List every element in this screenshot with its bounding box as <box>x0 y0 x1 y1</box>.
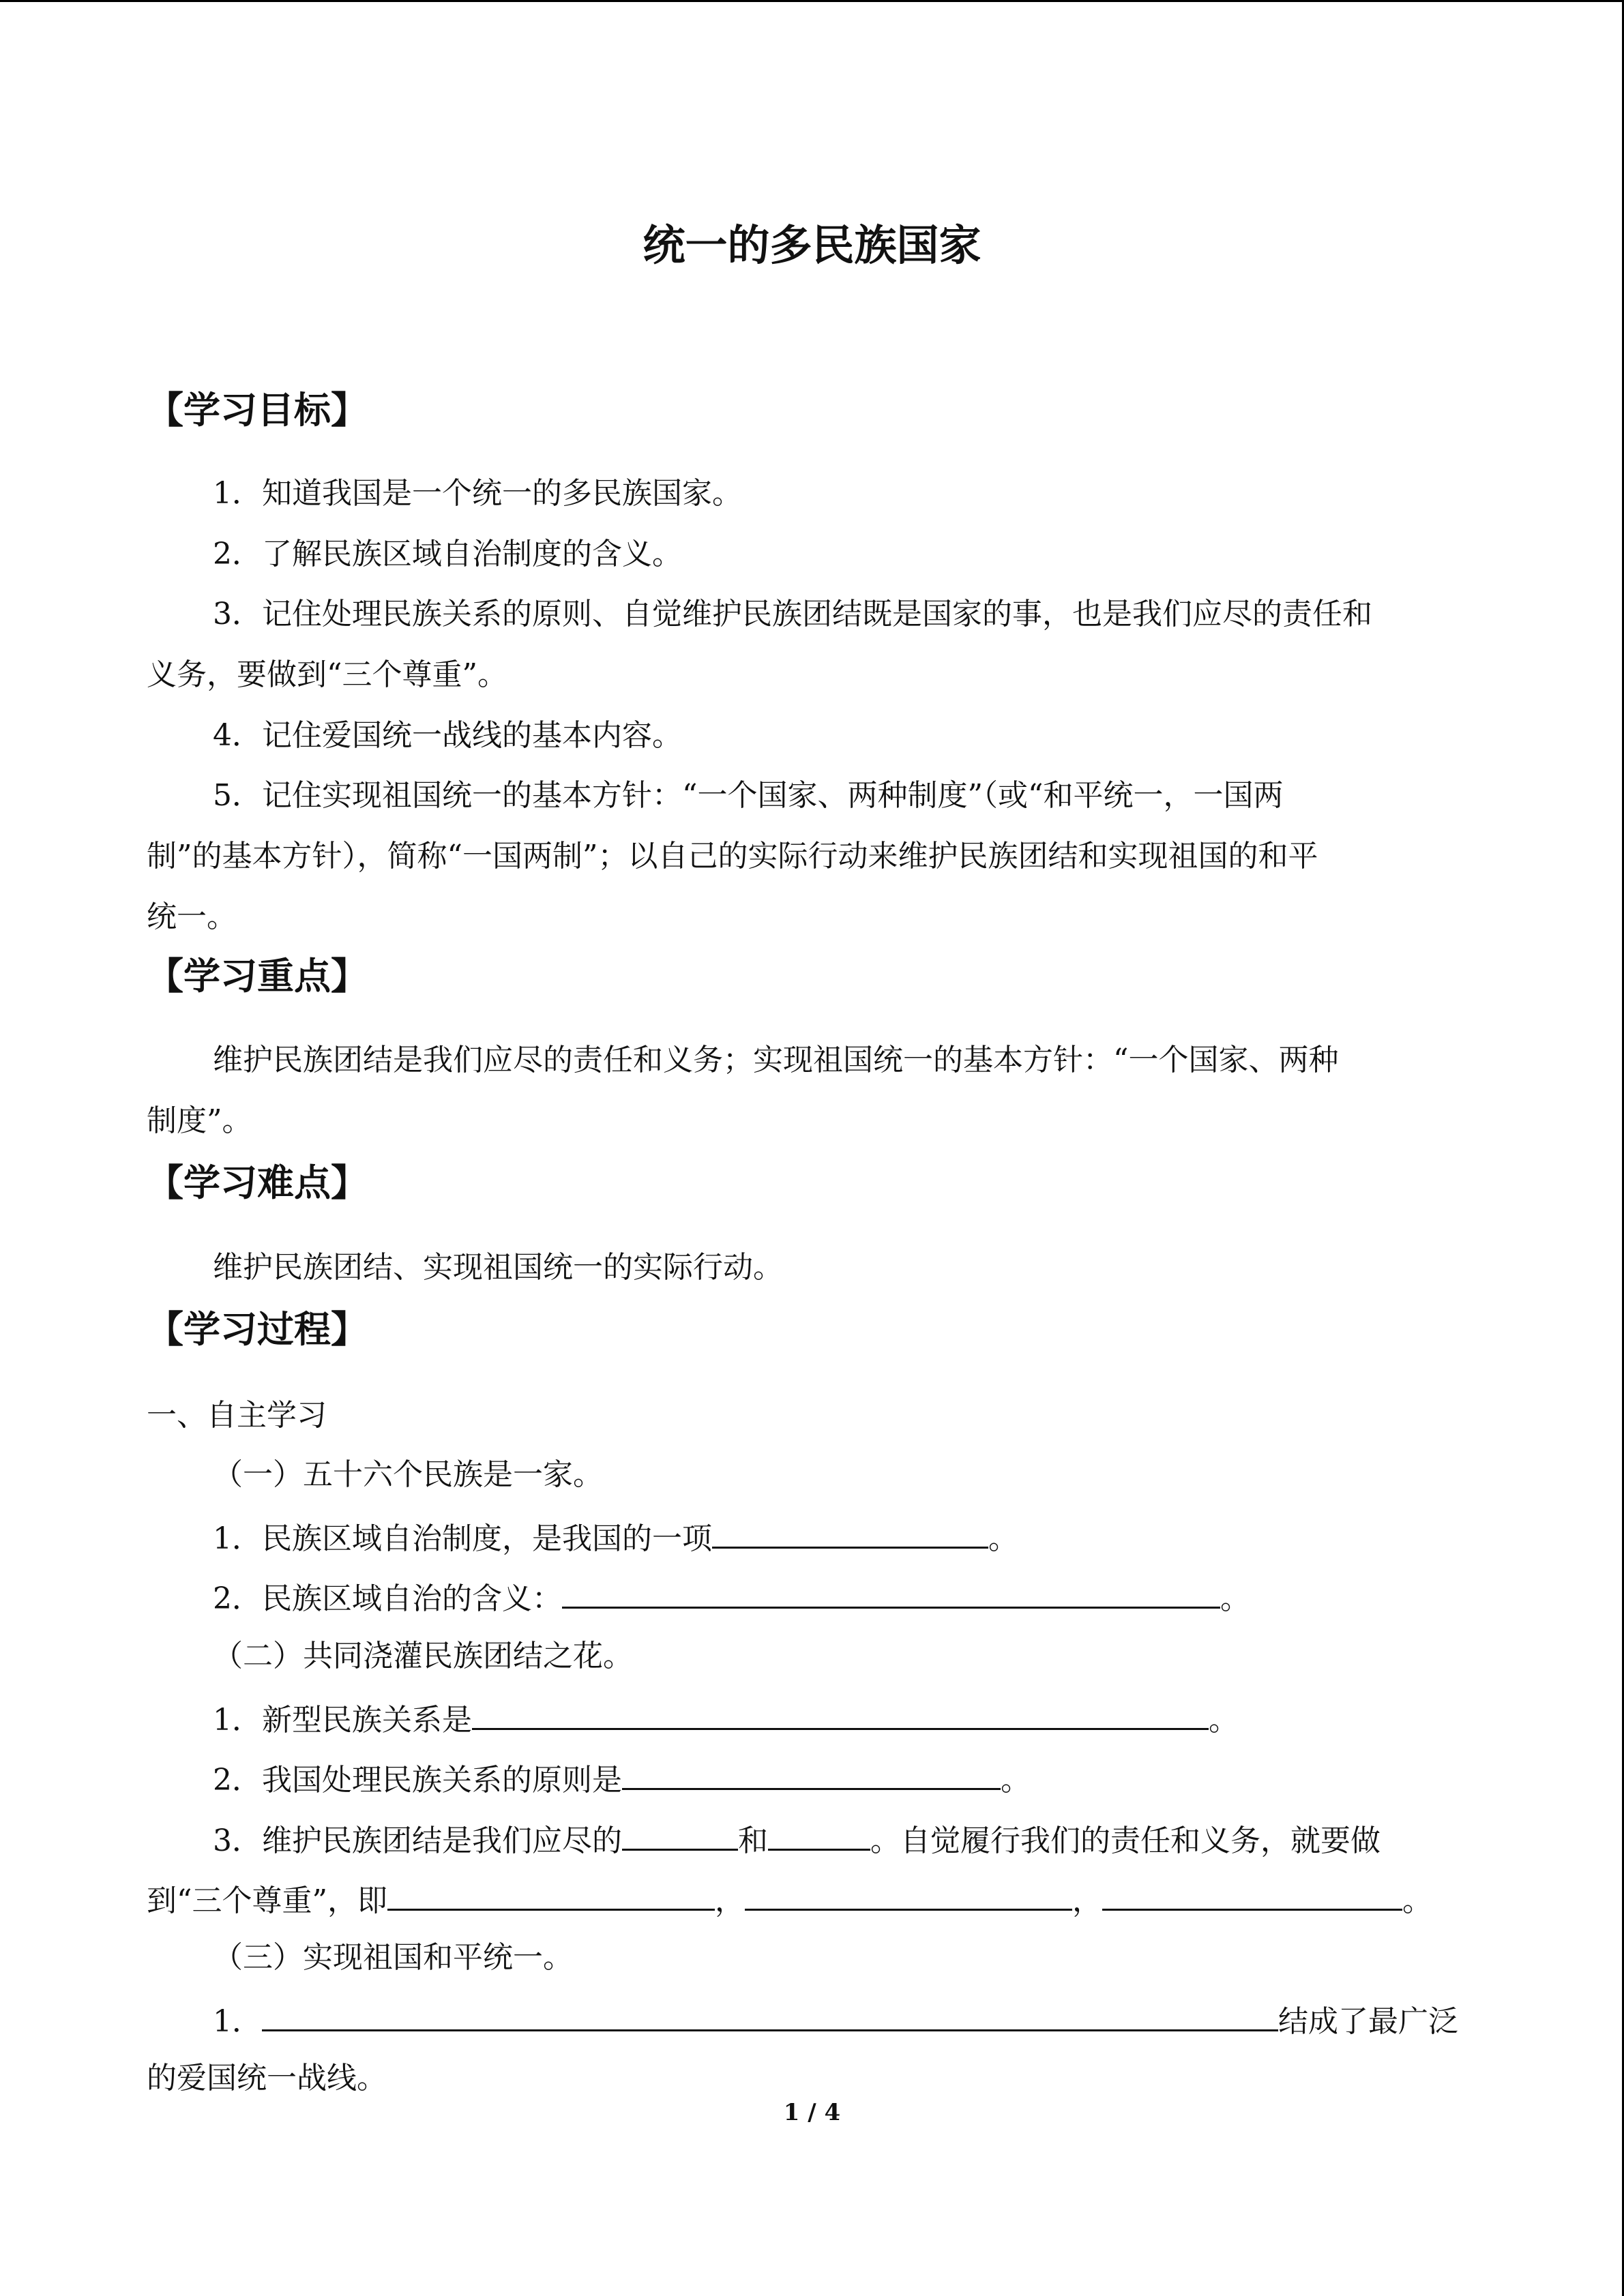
answer-blank[interactable] <box>472 1697 1209 1730</box>
part-one-title: （一）五十六个民族是一家。 <box>213 1457 603 1492</box>
heading-objectives: 【学习目标】 <box>147 389 368 432</box>
objective-5-line3: 统一。 <box>147 899 237 934</box>
answer-blank[interactable] <box>562 1575 1220 1609</box>
page-border-top <box>0 0 1624 2</box>
answer-blank[interactable] <box>712 1515 988 1549</box>
part3-question1-line1: 1． 结成了最广泛 <box>213 1998 1458 2042</box>
objective-5-line1: 5．记住实现祖国统一的基本方针：“一个国家、两种制度”（或“和平统一，一国两 <box>213 778 1284 813</box>
page-number: 1 / 4 <box>783 2099 841 2126</box>
heading-difficulties: 【学习难点】 <box>147 1161 368 1204</box>
objective-4: 4．记住爱国统一战线的基本内容。 <box>213 718 682 753</box>
part1-question2: 2．民族区域自治的含义： 。 <box>213 1575 1250 1620</box>
part-three-title: （三）实现祖国和平统一。 <box>213 1940 573 1975</box>
part2-question3-line1: 3．维护民族团结是我们应尽的 和 。自觉履行我们的责任和义务，就要做 <box>213 1817 1381 1862</box>
key-points-line1: 维护民族团结是我们应尽的责任和义务；实现祖国统一的基本方针：“一个国家、两种 <box>213 1043 1339 1077</box>
answer-blank[interactable] <box>768 1817 870 1851</box>
heading-key-points: 【学习重点】 <box>147 955 368 998</box>
part2-question2: 2．我国处理民族关系的原则是 。 <box>213 1757 1031 1801</box>
page-title: 统一的多民族国家 <box>643 220 981 270</box>
answer-blank[interactable] <box>262 1998 1278 2031</box>
answer-blank[interactable] <box>745 1877 1072 1911</box>
answer-blank[interactable] <box>622 1757 1001 1790</box>
objective-2: 2．了解民族区域自治制度的含义。 <box>213 537 682 571</box>
difficulties-line1: 维护民族团结、实现祖国统一的实际行动。 <box>213 1250 783 1285</box>
answer-blank[interactable] <box>1102 1877 1402 1911</box>
section-self-study: 一、自主学习 <box>147 1398 327 1433</box>
part1-question1: 1．民族区域自治制度，是我国的一项 。 <box>213 1515 1018 1560</box>
part3-question1-line2: 的爱国统一战线。 <box>147 2061 387 2096</box>
objective-5-line2: 制”的基本方针），简称“一国两制”；以自己的实际行动来维护民族团结和实现祖国的和平 <box>147 839 1318 874</box>
heading-process: 【学习过程】 <box>147 1308 368 1351</box>
objective-3-line2: 义务，要做到“三个尊重”。 <box>147 657 507 692</box>
objective-3-line1: 3．记住处理民族关系的原则、自觉维护民族团结既是国家的事，也是我们应尽的责任和 <box>213 597 1372 631</box>
answer-blank[interactable] <box>387 1877 715 1911</box>
answer-blank[interactable] <box>622 1817 738 1851</box>
key-points-line2: 制度”。 <box>147 1103 252 1138</box>
part2-question1: 1．新型民族关系是 。 <box>213 1697 1239 1741</box>
part-two-title: （二）共同浇灌民族团结之花。 <box>213 1639 633 1673</box>
objective-1: 1．知道我国是一个统一的多民族国家。 <box>213 476 742 511</box>
part2-question3-line2: 到“三个尊重”，即 ， ， 。 <box>147 1877 1432 1922</box>
